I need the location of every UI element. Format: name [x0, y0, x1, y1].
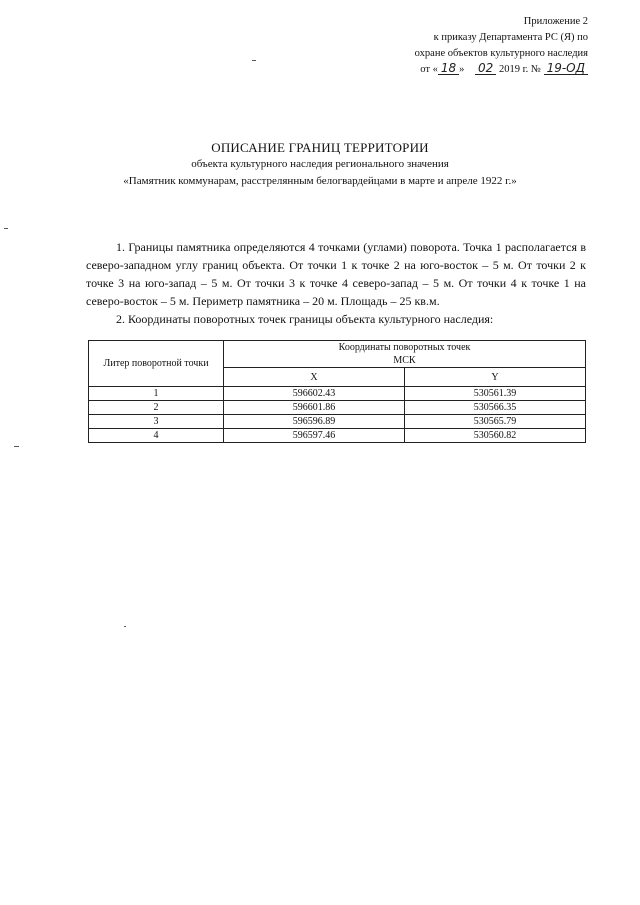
year-text: 2019 г. №: [498, 64, 541, 75]
coordinates-table: [88, 340, 586, 443]
paragraph-1: 1. Границы памятника определяются 4 точками (углами) поворота. Точка 1 располагается в северо-западном углу границ объекта. От точки 1 к точке 2 на юго-восток – 5 м. От точки 2 к точке 3 на юго-запад – 5 м. От точки 3 к точке 4 северо-запад – 5 м. От точки 4 к точке 1 на северо-восток – 5 м. Периметр памятника – 20 м. Площадь – 25 кв.м.: [86, 240, 586, 308]
cell-x: 596596.89: [224, 415, 405, 429]
scan-speck: [252, 60, 256, 61]
scan-speck: [14, 446, 19, 447]
scan-speck: [4, 228, 8, 229]
handwritten-day: 18: [438, 62, 459, 75]
header-coords-label: Координаты поворотных точек: [338, 342, 471, 353]
paragraph-2: 2. Координаты поворотных точек границы объекта культурного наследия:: [116, 312, 494, 326]
header-litera: Литер поворотной точки: [89, 341, 224, 387]
cell-y: 530560.82: [405, 429, 586, 443]
appendix-line-3: охране объектов культурного наследия: [414, 48, 588, 59]
cell-point: 3: [89, 415, 224, 429]
table-header-row: [89, 341, 586, 368]
cell-x: 596601.86: [224, 401, 405, 415]
document-body: [86, 238, 586, 328]
appendix-header: [328, 14, 588, 78]
appendix-date-line: [328, 62, 588, 78]
date-prefix: от «: [420, 64, 438, 75]
table-row: [89, 429, 586, 443]
subtitle-line-2: «Памятник коммунарам, расстрелянным белогвардейцами в марте и апреле 1922 г.»: [123, 175, 517, 187]
cell-y: 530561.39: [405, 387, 586, 401]
scan-speck: [124, 626, 126, 627]
cell-x: 596602.43: [224, 387, 405, 401]
document-title: ОПИСАНИЕ ГРАНИЦ ТЕРРИТОРИИ: [211, 140, 429, 155]
cell-point: 2: [89, 401, 224, 415]
cell-point: 4: [89, 429, 224, 443]
cell-x: 596597.46: [224, 429, 405, 443]
handwritten-number: 19-ОД: [544, 62, 588, 75]
cell-y: 530565.79: [405, 415, 586, 429]
header-y: Y: [405, 368, 586, 387]
header-system-label: МСК: [393, 355, 416, 366]
title-block: [40, 140, 600, 190]
appendix-line-2: к приказу Департамента РС (Я) по: [433, 32, 588, 43]
table-row: [89, 387, 586, 401]
cell-point: 1: [89, 387, 224, 401]
cell-y: 530566.35: [405, 401, 586, 415]
header-coords: [224, 341, 586, 368]
appendix-line-1: Приложение 2: [523, 16, 588, 27]
table-row: [89, 415, 586, 429]
handwritten-month: 02: [475, 62, 496, 75]
table-row: [89, 401, 586, 415]
header-x: X: [224, 368, 405, 387]
date-mid: »: [459, 64, 465, 75]
subtitle-line-1: объекта культурного наследия регионального значения: [191, 158, 449, 170]
